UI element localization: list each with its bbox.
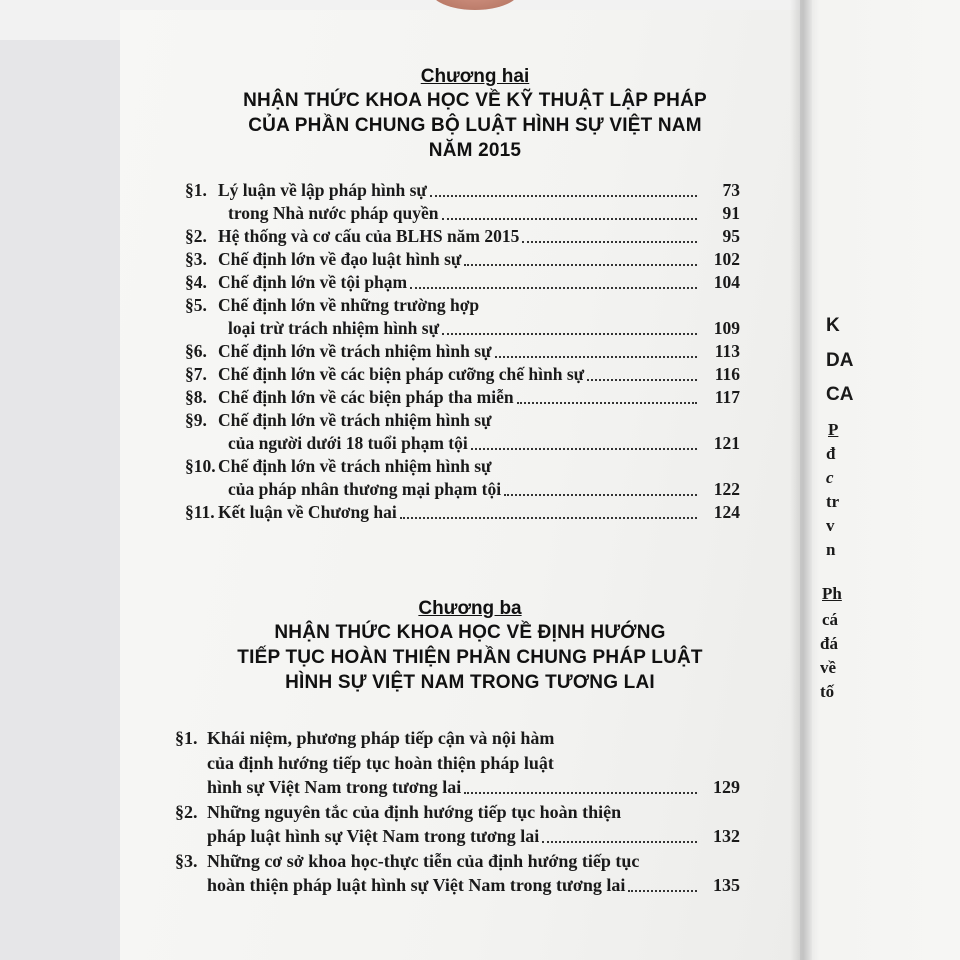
right-fragment: P [828, 420, 839, 439]
toc-entry-text: Chế định lớn về trách nhiệm hình sự [218, 341, 492, 361]
toc-section-number: §9. [185, 410, 207, 430]
toc-section-number: §4. [185, 272, 207, 292]
toc-section-number: §10. [185, 456, 216, 476]
right-fragment: K [826, 315, 840, 336]
right-fragment: tố [820, 682, 835, 701]
toc-entry [185, 272, 740, 295]
toc-entry-text: của pháp nhân thương mại phạm tội [228, 479, 502, 499]
chapter3-toc [175, 728, 740, 900]
toc-section-number: §8. [185, 387, 207, 407]
toc-entry [185, 364, 740, 387]
toc-entry [185, 433, 740, 456]
toc-entry [185, 341, 740, 364]
toc-section-number: §6. [185, 341, 207, 361]
toc-entry [185, 318, 740, 341]
toc-entry [185, 180, 740, 203]
toc-entry [175, 851, 740, 876]
toc-section-number: §5. [185, 295, 207, 315]
toc-entry [185, 479, 740, 502]
toc-dot-leader [542, 841, 697, 843]
chapter2-title-line-3: NĂM 2015 [428, 140, 522, 161]
toc-entry [175, 777, 740, 802]
right-fragment: c [826, 468, 834, 487]
toc-entry-text: Chế định lớn về đạo luật hình sự [218, 249, 462, 269]
chapter3-title-line-3: HÌNH SỰ VIỆT NAM TRONG TƯƠNG LAI [285, 672, 655, 693]
toc-entry [185, 203, 740, 226]
toc-section-number: §1. [175, 728, 198, 748]
toc-page-number: 129 [713, 777, 740, 797]
toc-section-number: §3. [185, 249, 207, 269]
toc-page-number: 121 [713, 433, 740, 453]
toc-entry-text: Khái niệm, phương pháp tiếp cận và nội hàm [207, 728, 555, 748]
toc-entry [185, 502, 740, 525]
toc-page-number: 102 [713, 249, 740, 269]
toc-entry-text: của người dưới 18 tuổi phạm tội [228, 433, 468, 453]
toc-entry-text: Những nguyên tắc của định hướng tiếp tục hoàn thiện [207, 801, 622, 822]
toc-entry-text: Những cơ sở khoa học-thực tiễn của định hướng tiếp tục [207, 850, 640, 871]
toc-entry [185, 387, 740, 410]
toc-dot-leader [464, 264, 697, 266]
chapter3-heading [190, 598, 750, 695]
toc-entry-text: hoàn thiện pháp luật hình sự Việt Nam trong tương lai [207, 875, 626, 895]
toc-page-number: 104 [713, 272, 740, 292]
chapter2-title-line-1: NHẬN THỨC KHOA HỌC VỀ KỸ THUẬT LẬP PHÁP [243, 90, 707, 111]
right-fragment: v [826, 516, 835, 535]
toc-entry-text: của định hướng tiếp tục hoàn thiện pháp luật [207, 752, 554, 773]
toc-entry-text: trong Nhà nước pháp quyền [228, 203, 439, 223]
toc-page-number: 95 [722, 226, 740, 246]
toc-entry [175, 826, 740, 851]
toc-section-number: §1. [185, 180, 207, 200]
page-gutter-shadow [790, 0, 812, 960]
toc-entry [185, 410, 740, 433]
toc-entry-text: Chế định lớn về các biện pháp cưỡng chế hình sự [218, 364, 585, 384]
toc-entry [185, 249, 740, 272]
right-fragment: CA [826, 384, 854, 405]
toc-page-number: 91 [722, 203, 740, 223]
toc-page-number: 116 [714, 364, 740, 384]
chapter3-title-line-1: NHẬN THỨC KHOA HỌC VỀ ĐỊNH HƯỚNG [274, 622, 666, 643]
toc-dot-leader [471, 448, 697, 450]
toc-dot-leader [628, 890, 697, 892]
toc-entry [175, 753, 740, 778]
toc-page-number: 122 [713, 479, 740, 499]
toc-page-number: 124 [713, 502, 740, 522]
toc-dot-leader [587, 379, 697, 381]
toc-entry-text: Chế định lớn về các biện pháp tha miễn [218, 387, 514, 407]
toc-entry-text: pháp luật hình sự Việt Nam trong tương lai [207, 826, 540, 846]
toc-section-number: §3. [175, 850, 198, 871]
toc-entry-text: Hệ thống và cơ cấu của BLHS năm 2015 [218, 226, 520, 246]
toc-dot-leader [495, 356, 697, 358]
right-fragment: DA [826, 350, 854, 371]
toc-dot-leader [410, 287, 697, 289]
right-fragment: cá [822, 610, 839, 629]
toc-dot-leader [504, 494, 697, 496]
chapter2-heading [195, 66, 755, 163]
chapter3-title-line-2: TIẾP TỤC HOÀN THIỆN PHẦN CHUNG PHÁP LUẬT [237, 647, 703, 668]
toc-entry-text: Kết luận về Chương hai [218, 502, 397, 522]
toc-dot-leader [400, 517, 697, 519]
toc-entry-text: Chế định lớn về trách nhiệm hình sự [218, 410, 492, 430]
toc-entry-text: hình sự Việt Nam trong tương lai [207, 777, 462, 797]
toc-entry [175, 875, 740, 900]
right-fragment: tr [826, 492, 840, 511]
toc-dot-leader [442, 333, 697, 335]
toc-entry [175, 802, 740, 827]
chapter2-toc [185, 180, 740, 525]
toc-dot-leader [430, 195, 697, 197]
toc-entry-text: Lý luận về lập pháp hình sự [218, 180, 427, 200]
toc-dot-leader [442, 218, 697, 220]
right-fragment: đ [826, 444, 836, 463]
toc-dot-leader [522, 241, 697, 243]
right-fragment: về [820, 658, 837, 677]
toc-entry-text: loại trừ trách nhiệm hình sự [228, 318, 440, 338]
toc-page-number: 109 [713, 318, 740, 338]
toc-section-number: §2. [185, 226, 207, 246]
toc-entry [185, 295, 740, 318]
right-fragment: Ph [822, 584, 842, 603]
facing-page [800, 0, 960, 960]
toc-page-number: 132 [713, 826, 740, 846]
toc-section-number: §2. [175, 801, 198, 822]
toc-entry [185, 226, 740, 249]
toc-page-number: 135 [713, 875, 740, 895]
toc-page-number: 117 [714, 387, 740, 407]
toc-page-number: 113 [714, 341, 740, 361]
toc-entry-text: Chế định lớn về trách nhiệm hình sự [218, 456, 492, 476]
right-fragment: n [826, 540, 836, 559]
toc-entry [185, 456, 740, 479]
chapter2-label: Chương hai [420, 66, 530, 87]
toc-page-number: 73 [722, 180, 740, 200]
toc-dot-leader [517, 402, 697, 404]
right-fragment: đá [820, 634, 838, 653]
toc-entry [175, 728, 740, 753]
chapter2-title-line-2: CỦA PHẦN CHUNG BỘ LUẬT HÌNH SỰ VIỆT NAM [248, 115, 702, 136]
toc-entry-text: Chế định lớn về tội phạm [218, 272, 408, 292]
chapter3-label: Chương ba [418, 598, 522, 619]
toc-section-number: §7. [185, 364, 207, 384]
toc-section-number: §11. [185, 502, 215, 522]
toc-dot-leader [464, 792, 697, 794]
toc-entry-text: Chế định lớn về những trường hợp [218, 295, 480, 315]
